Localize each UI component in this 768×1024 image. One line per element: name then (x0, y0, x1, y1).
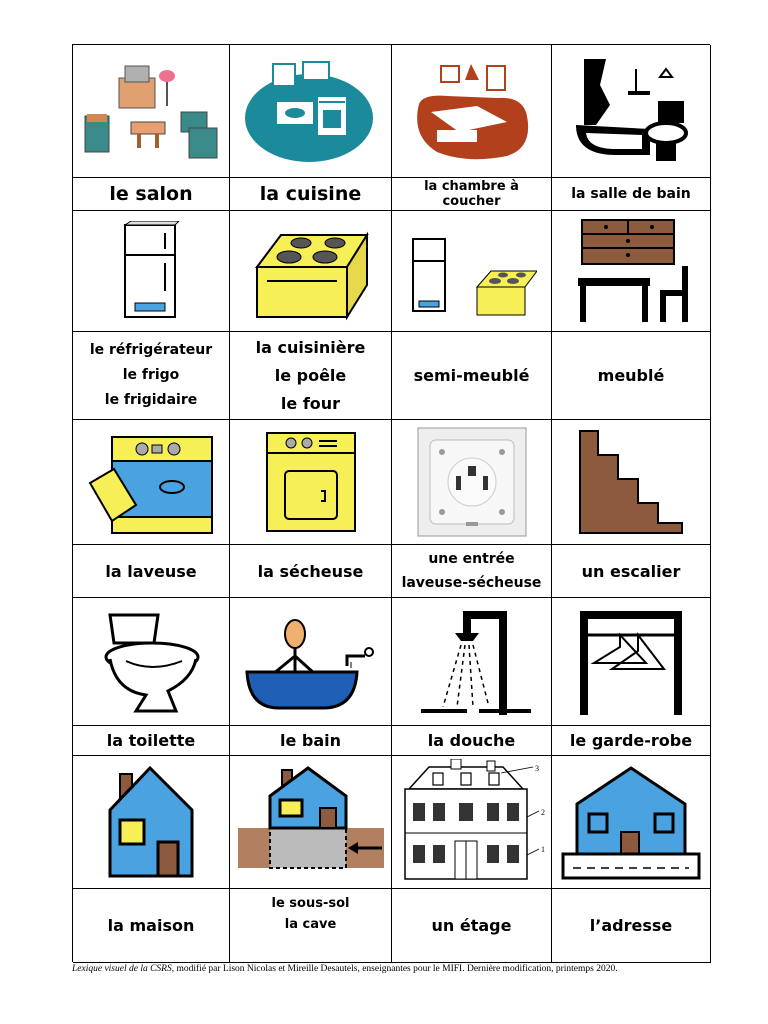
bath-icon (243, 612, 378, 712)
vocabulary-sheet (72, 44, 710, 962)
card-dryer-label (230, 545, 392, 598)
label-line: la cuisine (259, 183, 362, 205)
label-line: le bain (279, 731, 342, 750)
card-living-room-picture (73, 45, 230, 178)
card-bedroom-label (392, 178, 552, 211)
card-kitchen-label (230, 178, 392, 211)
card-stove-picture (230, 211, 392, 332)
card-toilet-picture (73, 598, 230, 726)
stove-icon (251, 221, 371, 321)
footer-text: , modifié par Lison Nicolas et Mireille Desautels, enseignantes pour le MIFI. Dernière modification, printemps 2020. (171, 964, 618, 974)
label-line: un étage (431, 916, 512, 935)
card-house-label (73, 889, 230, 963)
card-refrigerator-picture (73, 211, 230, 332)
card-bathroom-label (552, 178, 711, 211)
label-line: le salon (109, 183, 193, 205)
fridge-and-stove-icon (407, 221, 537, 321)
card-shower-label (392, 726, 552, 756)
dryer-icon (261, 429, 361, 535)
kitchen-icon (243, 56, 378, 166)
building-floors-icon (393, 759, 551, 885)
card-bathroom-picture (552, 45, 711, 178)
label-line: coucher (442, 194, 501, 209)
card-floor-picture (392, 756, 552, 889)
label-line: la salle de bain (571, 185, 691, 202)
label-line: le réfrigérateur (89, 342, 213, 358)
house-icon (106, 764, 196, 880)
card-stairs-label (552, 545, 711, 598)
basement-icon (236, 764, 386, 880)
label-line: une entrée (428, 551, 515, 567)
card-washer-label (73, 545, 230, 598)
card-closet-label (552, 726, 711, 756)
shower-icon (407, 607, 537, 717)
label-line: le frigidaire (104, 392, 198, 408)
label-line: la maison (107, 916, 195, 935)
living-room-icon (81, 56, 221, 166)
card-furnished-picture (552, 211, 711, 332)
label-line: le garde-robe (569, 731, 693, 750)
card-outlet-label (392, 545, 552, 598)
card-dryer-picture (230, 420, 392, 545)
address-icon (561, 764, 701, 880)
label-line: le sous-sol (271, 896, 350, 911)
card-address-label (552, 889, 711, 963)
card-basement-label (230, 889, 392, 963)
card-bedroom-picture (392, 45, 552, 178)
card-kitchen-picture (230, 45, 392, 178)
card-closet-picture (552, 598, 711, 726)
card-toilet-label (73, 726, 230, 756)
card-shower-picture (392, 598, 552, 726)
label-line: la cuisinière (255, 337, 366, 357)
toilet-icon (96, 607, 206, 717)
electrical-outlet-icon (416, 426, 528, 538)
bedroom-icon (407, 56, 537, 166)
refrigerator-icon (121, 221, 181, 321)
card-bath-picture (230, 598, 392, 726)
floor-number-2: 2 (540, 808, 545, 817)
card-house-picture (73, 756, 230, 889)
label-line: la sécheuse (257, 561, 364, 581)
bathroom-icon (566, 55, 696, 167)
floor-number-3: 3 (534, 764, 539, 773)
card-floor-label (392, 889, 552, 963)
label-line: un escalier (581, 561, 681, 581)
card-outlet-picture (392, 420, 552, 545)
card-stove-label (230, 332, 392, 420)
card-address-picture (552, 756, 711, 889)
label-line: semi-meublé (413, 366, 530, 385)
card-semi-furnished-label (392, 332, 552, 420)
footer-credit (72, 964, 618, 974)
label-line: la douche (427, 731, 516, 750)
card-furnished-label (552, 332, 711, 420)
label-line: la chambre à (424, 179, 519, 194)
label-line: le poêle (274, 365, 347, 385)
card-washer-picture (73, 420, 230, 545)
staircase-icon (576, 427, 686, 537)
card-refrigerator-label (73, 332, 230, 420)
floor-number-1: 1 (540, 845, 545, 854)
card-living-room-label (73, 178, 230, 211)
label-line: laveuse-sécheuse (401, 575, 542, 591)
label-line: meublé (597, 366, 665, 385)
label-line: le four (280, 393, 341, 413)
label-line: la laveuse (105, 561, 197, 581)
card-semi-furnished-picture (392, 211, 552, 332)
label-line: la toilette (106, 731, 196, 750)
card-bath-label (230, 726, 392, 756)
card-stairs-picture (552, 420, 711, 545)
label-line: l’adresse (589, 916, 673, 935)
closet-icon (576, 607, 686, 717)
label-line: la cave (284, 917, 337, 932)
footer-title: Lexique visuel de la CSRS (72, 964, 172, 974)
furniture-icon (566, 216, 696, 326)
card-basement-picture (230, 756, 392, 889)
washing-machine-icon (86, 429, 216, 535)
label-line: le frigo (122, 367, 180, 383)
